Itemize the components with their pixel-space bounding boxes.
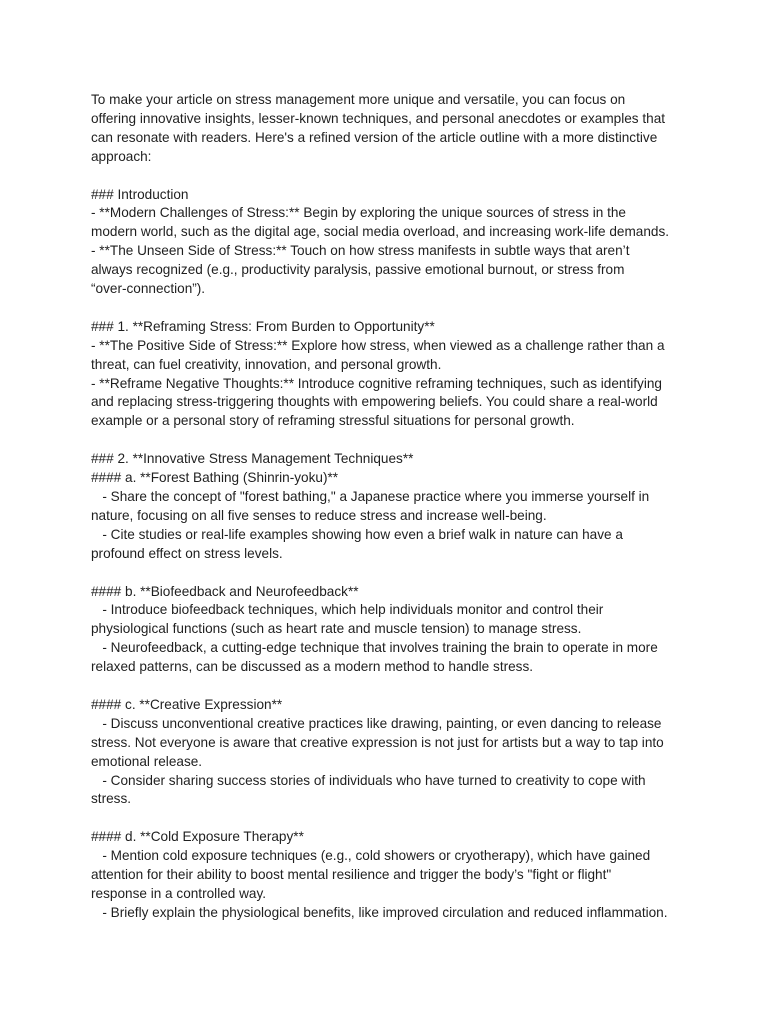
text-line: #### c. **Creative Expression** (91, 696, 283, 712)
text-line: - Introduce biofeedback techniques, which help individuals monitor and control their (91, 602, 604, 618)
text-line: - **Reframe Negative Thoughts:** Introduce cognitive reframing techniques, such as identifying (91, 375, 662, 391)
text-line: approach: (91, 148, 152, 164)
text-line: offering innovative insights, lesser-known techniques, and personal anecdotes or examples that (91, 110, 666, 126)
text-paragraph (91, 318, 691, 431)
document-body (91, 91, 691, 923)
text-line: always recognized (e.g., productivity paralysis, passive emotional burnout, or stress from (91, 262, 625, 278)
text-line: - Discuss unconventional creative practices like drawing, painting, or even dancing to release (91, 715, 662, 731)
text-line: ### Introduction (91, 186, 189, 202)
text-line: #### b. **Biofeedback and Neurofeedback** (91, 583, 359, 599)
text-line: profound effect on stress levels. (91, 545, 283, 561)
text-line: physiological functions (such as heart rate and muscle tension) to manage stress. (91, 621, 582, 637)
text-line: - **Modern Challenges of Stress:** Begin by exploring the unique sources of stress in the (91, 205, 626, 221)
text-line: #### a. **Forest Bathing (Shinrin-yoku)** (91, 470, 339, 486)
text-line: threat, can fuel creativity, innovation, and personal growth. (91, 356, 442, 372)
text-line: emotional release. (91, 753, 203, 769)
text-paragraph (91, 186, 691, 299)
text-line: can resonate with readers. Here's a refined version of the article outline with a more distinctive (91, 129, 658, 145)
text-paragraph (91, 450, 691, 563)
text-line: modern world, such as the digital age, social media overload, and increasing work-life demands. (91, 224, 670, 240)
text-line: stress. (91, 791, 132, 807)
text-line: ### 1. **Reframing Stress: From Burden to Opportunity** (91, 318, 435, 334)
text-line: To make your article on stress management more unique and versatile, you can focus on (91, 92, 626, 107)
text-line: and replacing stress-triggering thoughts with empowering beliefs. You could share a real-world (91, 394, 658, 410)
text-line: #### d. **Cold Exposure Therapy** (91, 829, 304, 845)
text-line: - **The Positive Side of Stress:** Explore how stress, when viewed as a challenge rather than a (91, 337, 665, 353)
text-line: - Share the concept of "forest bathing," a Japanese practice where you immerse yourself in (91, 488, 650, 504)
text-line: response in a controlled way. (91, 885, 267, 901)
text-line: - Briefly explain the physiological benefits, like improved circulation and reduced inflammation. (91, 904, 668, 920)
text-line: - Mention cold exposure techniques (e.g., cold showers or cryotherapy), which have gained (91, 848, 651, 864)
text-line: ### 2. **Innovative Stress Management Techniques** (91, 451, 414, 467)
text-line: “over-connection”). (91, 281, 206, 297)
text-paragraph (91, 91, 691, 167)
text-line: - Neurofeedback, a cutting-edge technique that involves training the brain to operate in more (91, 640, 658, 656)
text-line: attention for their ability to boost mental resilience and trigger the body’s "fight or flight" (91, 867, 612, 883)
text-line: nature, focusing on all five senses to reduce stress and increase well-being. (91, 507, 547, 523)
text-line: relaxed patterns, can be discussed as a modern method to handle stress. (91, 659, 534, 675)
text-paragraph (91, 828, 691, 923)
text-line: - Consider sharing success stories of individuals who have turned to creativity to cope with (91, 772, 646, 788)
text-line: - **The Unseen Side of Stress:** Touch on how stress manifests in subtle ways that aren’t (91, 243, 630, 259)
text-line: stress. Not everyone is aware that creative expression is not just for artists but a way to tap into (91, 734, 664, 750)
text-paragraph (91, 583, 691, 678)
text-paragraph (91, 696, 691, 809)
text-line: - Cite studies or real-life examples showing how even a brief walk in nature can have a (91, 526, 623, 542)
text-line: example or a personal story of reframing stressful situations for personal growth. (91, 413, 575, 429)
